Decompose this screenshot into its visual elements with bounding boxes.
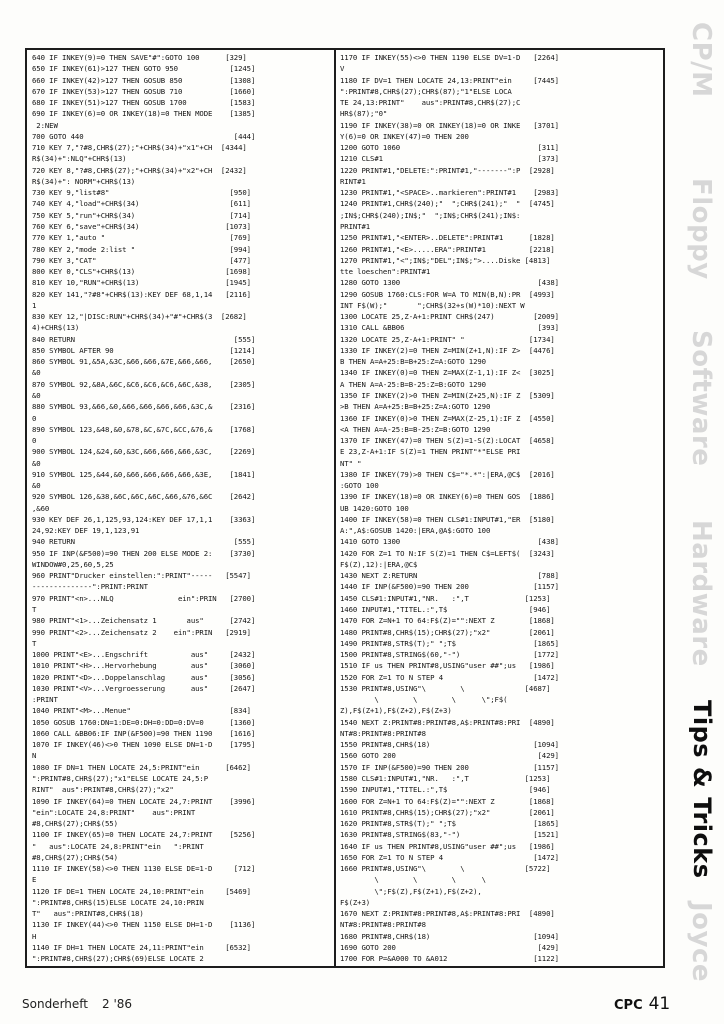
code-line: 1100 IF INKEY(65)=0 THEN LOCATE 24,7:PRINT [5256] (32, 830, 256, 840)
code-line: 790 KEY 3,"CAT" [477] (32, 255, 251, 265)
footer-issue: 2 '86 (102, 997, 133, 1011)
code-line: 1220 PRINT#1,"DELETE:":PRINT#1,"-------":P [2928] (340, 165, 555, 175)
code-line: 1680 PRINT#8,CHR$(18) [1094] (340, 931, 559, 941)
code-line: ":PRINT#8,CHR$(15)ELSE LOCATE 24,10:PRIN (32, 897, 204, 907)
code-line: 1260 PRINT#1,"<E>.....ERA":PRINT#1 [2218] (340, 244, 555, 254)
code-line: &0 (32, 458, 41, 468)
code-line: 1550 PRINT#8,CHR$(18) [1094] (340, 740, 559, 750)
code-line: T" aus":PRINT#8,CHR$(18) (32, 909, 144, 919)
code-line: ":PRINT#8,CHR$(27);CHR$(69)ELSE LOCATE 2 (32, 954, 204, 964)
code-line: 730 KEY 9,"list#8" [950] (32, 188, 251, 198)
code-line: E (32, 875, 37, 885)
code-line: 1140 IF DH=1 THEN LOCATE 24,11:PRINT"ein [6532] (32, 942, 251, 952)
code-line: 1310 CALL &BB06 [393] (340, 323, 559, 333)
code-line: RINT" aus":PRINT#8,CHR$(27);"x2" (32, 785, 174, 795)
code-line: A:",A$:GOSUB 1420:|ERA,@A$:GOTO 100 (340, 526, 491, 536)
code-line: 650 IF INKEY(61)>127 THEN GOTO 950 [1245] (32, 64, 256, 74)
code-line: 1520 FOR Z=1 TO N STEP 4 [1472] (340, 672, 559, 682)
code-line: ":PRINT#8,CHR$(27);"x1"ELSE LOCATE 24,5:P (32, 774, 209, 783)
tab-software: Software (686, 330, 716, 467)
code-line: TE 24,13:PRINT" aus":PRINT#8,CHR$(27);C (340, 98, 521, 108)
code-line: 810 KEY 10,"RUN"+CHR$(13) [1945] (32, 278, 251, 288)
code-line: 690 IF INKEY(6)=0 OR INKEY(18)=0 THEN MODE [1385] (32, 109, 256, 119)
code-line: 1360 IF INKEY(0)>0 THEN Z=MAX(Z-25,1):IF Z [4550] (340, 413, 555, 423)
code-line: R$(34)+": NORM"+CHR$(13) (32, 176, 136, 186)
code-line: 870 SYMBOL 92,&8A,&6C,&C6,&C6,&C6,&6C,&38, [2305] (32, 379, 256, 389)
code-line: 4)+CHR$(13) (32, 323, 80, 333)
code-line: 1110 IF INKEY(58)<>0 THEN 1130 ELSE DE=1-D [712] (32, 864, 256, 874)
code-line: 1070 IF INKEY(46)<>0 THEN 1090 ELSE DN=1-D [1795] (32, 740, 256, 750)
code-line: WINDOW#0,25,60,5,25 (32, 559, 114, 569)
code-line: E 23,Z-A+1:IF S(Z)=1 THEN PRINT"*"ELSE PRI (340, 447, 521, 457)
code-line: 1410 GOTO 1300 [438] (340, 537, 559, 547)
code-line: 1460 INPUT#1,"TITEL.:",T$ [946] (340, 605, 551, 615)
code-line: 900 SYMBOL 124,&24,&0,&3C,&66,&66,&66,&3C, [2269] (32, 447, 256, 457)
code-line: 1530 PRINT#8,USING"\ \ [4687] (340, 683, 551, 693)
code-line: 1660 PRINT#8,USING"\ \ [5722] (340, 864, 551, 874)
code-line: 950 IF INP(&F500)=90 THEN 200 ELSE MODE 2: [3730] (32, 548, 256, 558)
code-line: 1050 GOSUB 1760:DN=1:DE=0:DH=0:DD=0:DV=0 [1360] (32, 717, 256, 727)
code-line: 1430 NEXT Z:RETURN [788] (340, 571, 559, 581)
code-line: 640 IF INKEY(9)=0 THEN SAVE"#":GOTO 100 [329] (32, 53, 247, 62)
code-line: 1380 IF INKEY(79)>0 THEN C$="*.*":|ERA,@C$ [2016] (340, 469, 555, 479)
code-line: T (32, 605, 37, 615)
code-line: 920 SYMBOL 126,&38,&6C,&6C,&6C,&66,&76,&6C [2642] (32, 492, 256, 502)
code-line: 2:NEW (32, 120, 58, 130)
code-line: 960 PRINT"Drucker einstellen:":PRINT"----- [5547] (32, 571, 251, 581)
code-line: 1650 FOR Z=1 TO N STEP 4 [1472] (340, 852, 559, 862)
code-line: INT F$(W);" ";CHR$(32+s(W)*10):NEXT W (340, 300, 525, 310)
code-line: #8,CHR$(27);CHR$(55) (32, 819, 118, 829)
code-line: 1440 IF INP(&F500)=90 THEN 200 [1157] (340, 582, 559, 592)
code-line: 1350 IF INKEY(2)>0 THEN Z=MIN(Z+25,N):IF Z [5309] (340, 390, 555, 400)
code-line: 850 SYMBOL AFTER 90 [1214] (32, 345, 256, 355)
code-line: A THEN A=A-25:B=B-25:Z=B:GOTO 1290 (340, 379, 486, 389)
code-line: 1 (32, 300, 37, 310)
tab-hardware: Hardware (686, 520, 716, 667)
code-line: <A THEN A=A-25:B=B-25:Z=B:GOTO 1290 (340, 424, 491, 434)
code-line: F$(Z),12):|ERA,@C$ (340, 559, 418, 569)
footer-magazine: CPC (614, 998, 643, 1013)
code-line: 680 IF INKEY(51)>127 THEN GOSUB 1700 [1583] (32, 98, 256, 108)
code-line: 1230 PRINT#1,"<SPACE>..markieren":PRINT#1 [2983] (340, 188, 559, 198)
code-line: 860 SYMBOL 91,&5A,&3C,&66,&66,&7E,&66,&66, [2650] (32, 357, 256, 367)
code-line: 1420 FOR Z=1 TO N:IF S(Z)=1 THEN C$=LEFT$( [3243] (340, 548, 555, 558)
code-line: 910 SYMBOL 125,&44,&0,&66,&66,&66,&66,&3E, [1841] (32, 469, 256, 479)
code-line: PRINT#1 (340, 221, 371, 231)
code-line: \";F$(Z),F$(Z+1),F$(Z+2), (340, 886, 482, 896)
code-line: 1320 LOCATE 25,Z-A+1:PRINT" " [1734] (340, 334, 555, 344)
code-line: :PRINT (32, 695, 58, 705)
code-line: 940 RETURN [555] (32, 537, 256, 547)
code-line: 750 KEY 5,"run"+CHR$(34) [714] (32, 210, 251, 220)
code-line: 970 PRINT"<n>...NLQ ein":PRIN [2700] (32, 593, 256, 603)
tab-cpm: CP/M (686, 22, 716, 98)
page-number: 41 (648, 994, 671, 1014)
code-line: 820 KEY 141,"?#8"+CHR$(13):KEY DEF 68,1,14 [2116] (32, 289, 251, 299)
code-line: 1330 IF INKEY(2)=0 THEN Z=MIN(Z+1,N):IF Z> [4476] (340, 345, 555, 355)
code-line: 710 KEY 7,"?#8,CHR$(27);"+CHR$(34)+"x1"+CH [4344] (32, 143, 247, 153)
code-line: 1370 IF INKEY(47)=0 THEN S(Z)=1-S(Z):LOCAT [4658] (340, 436, 555, 446)
code-line: tte loeschen":PRINT#1 (340, 267, 431, 277)
code-line: 1450 CLS#1:INPUT#1,"NR. :",T [1253] (340, 593, 551, 603)
code-line: 1130 IF INKEY(44)<>0 THEN 1150 ELSE DH=1-D [1136] (32, 920, 256, 930)
code-line: 1240 PRINT#1,CHR$(240);" ";CHR$(241);" " [4745] (340, 199, 555, 209)
code-line: &0 (32, 390, 41, 400)
code-line: B THEN A=A+25:B=B+25:Z=A:GOTO 1290 (340, 357, 486, 367)
code-line: 1040 PRINT"<M>...Menue" [834] (32, 706, 251, 716)
code-line: 660 IF INKEY(42)>127 THEN GOSUB 850 [1308] (32, 75, 256, 85)
code-line: >B THEN A=A+25:B=B+25:Z=A:GOTO 1290 (340, 402, 491, 412)
section-tabs (668, 0, 724, 1024)
code-line: 1500 PRINT#8,STRING$(60,"-") [1772] (340, 650, 559, 660)
code-line: 1170 IF INKEY(55)<>0 THEN 1190 ELSE DV=1-D [2264] (340, 53, 559, 62)
code-line: 1670 NEXT Z:PRINT#8:PRINT#8,A$:PRINT#8:PRI [4890] (340, 909, 555, 919)
code-line: " aus":LOCATE 24,8:PRINT"ein ":PRINT (32, 841, 204, 851)
listing-column-right (340, 52, 662, 964)
code-line: F$(Z+3) (340, 897, 371, 907)
code-line: 1540 NEXT Z:PRINT#8:PRINT#8,A$:PRINT#8:PRI [4890] (340, 717, 555, 727)
code-line: 1560 GOTO 200 [429] (340, 751, 559, 761)
code-line: 1080 IF DN=1 THEN LOCATE 24,5:PRINT"ein [6462] (32, 762, 251, 772)
code-line: \ \ \ \ (340, 875, 486, 885)
code-line: 1030 PRINT"<V>...Vergroesserung aus" [2647] (32, 683, 256, 693)
code-line: 1060 CALL &BB06:IF INP(&F500)=90 THEN 1190 [1616] (32, 728, 256, 738)
code-line: 1020 PRINT"<D>...Doppelanschlag aus" [3056] (32, 672, 256, 682)
code-line: 1700 FOR P=&A000 TO &A012 [1122] (340, 954, 559, 964)
code-line: V (340, 64, 345, 74)
code-line: 1640 IF us THEN PRINT#8,USING"user ##";us [1986] (340, 841, 555, 851)
code-line: H (32, 931, 37, 941)
code-line: 980 PRINT"<1>...Zeichensatz 1 aus" [2742] (32, 616, 256, 626)
code-line: 1600 FOR Z=N+1 TO 64:F$(Z)="":NEXT Z [1868] (340, 796, 555, 806)
code-line: HR$(87);"0" (340, 109, 388, 119)
code-line: 1290 GOSUB 1760:CLS:FOR W=A TO MIN(B,N):PR [4993] (340, 289, 555, 299)
column-divider (334, 48, 336, 968)
code-line: NT" " (340, 458, 362, 468)
code-line: 770 KEY 1,"auto " [769] (32, 233, 251, 243)
code-line: 800 KEY 0,"CLS"+CHR$(13) [1698] (32, 267, 251, 277)
code-line: 1490 PRINT#8,STR$(T);" ";T$ [1865] (340, 638, 559, 648)
code-line: 1120 IF DE=1 THEN LOCATE 24,10:PRINT"ein [5469] (32, 886, 251, 896)
code-line: 1190 IF INKEY(38)=0 OR INKEY(18)=0 OR INKE [3701] (340, 120, 559, 130)
footer-edition (22, 997, 132, 1011)
code-line: Y(6)=0 OR INKEY(47)=0 THEN 200 (340, 131, 469, 141)
code-line: :GOTO 100 (340, 481, 379, 491)
code-line: ,&60 (32, 503, 50, 513)
code-line: 1180 IF DV=1 THEN LOCATE 24,13:PRINT"ein [7445] (340, 75, 559, 85)
code-line: NT#8:PRINT#8:PRINT#8 (340, 920, 426, 930)
code-line: ;IN$;CHR$(240);IN$;" ";IN$;CHR$(241);IN$: (340, 210, 521, 220)
code-line: 1510 IF us THEN PRINT#8,USING"user ##";us [1986] (340, 661, 555, 671)
code-line: 830 KEY 12,"|DISC:RUN"+CHR$(34)+"#"+CHR$(3 [2682] (32, 312, 247, 322)
code-line: 24,92:KEY DEF 19,1,123,91 (32, 526, 140, 536)
code-line: T (32, 638, 37, 648)
code-line: 720 KEY 8,"?#8,CHR$(27);"+CHR$(34)+"x2"+CH [2432] (32, 165, 247, 175)
code-line: 1200 GOTO 1060 [311] (340, 143, 559, 153)
code-line: --------------":PRINT:PRINT (32, 582, 148, 592)
code-line: 0 (32, 436, 37, 446)
code-line: &0 (32, 481, 41, 491)
code-line: 1390 IF INKEY(18)=0 OR INKEY(6)=0 THEN GOS [1886] (340, 492, 555, 502)
code-line: 760 KEY 6,"save"+CHR$(34) [1073] (32, 221, 251, 231)
listing-column-left (32, 52, 332, 964)
code-line: 1400 IF INKEY(58)=0 THEN CLS#1:INPUT#1,"ER [5180] (340, 514, 555, 524)
code-line: 740 KEY 4,"load"+CHR$(34) [611] (32, 199, 251, 209)
code-line: R$(34)+":NLQ"+CHR$(13) (32, 154, 127, 164)
code-line: 1470 FOR Z=N+1 TO 64:F$(Z)="":NEXT Z [1868] (340, 616, 555, 626)
tab-joyce: Joyce (686, 902, 716, 983)
code-line: RINT#1 (340, 176, 366, 186)
code-line: NT#8:PRINT#8:PRINT#8 (340, 728, 426, 738)
code-line: 1630 PRINT#8,STRING$(83,"-") [1521] (340, 830, 559, 840)
code-line: "ein":LOCATE 24,8:PRINT" aus":PRINT (32, 807, 196, 817)
code-line: 700 GOTO 440 [444] (32, 131, 256, 141)
code-line: 1480 PRINT#8,CHR$(15);CHR$(27);"x2" [2061] (340, 627, 555, 637)
code-line: 890 SYMBOL 123,&48,&0,&78,&C,&7C,&CC,&76,& [1768] (32, 424, 256, 434)
code-line: 930 KEY DEF 26,1,125,93,124:KEY DEF 17,1,1 [3363] (32, 514, 256, 524)
footer-publication: Sonderheft (22, 997, 88, 1011)
code-line: 1580 CLS#1:INPUT#1,"NR. :",T [1253] (340, 774, 551, 783)
footer-page-info (614, 994, 670, 1014)
code-line: 1620 PRINT#8,STR$(T);" ";T$ [1865] (340, 819, 559, 829)
code-line: UB 1420:GOTO 100 (340, 503, 409, 513)
code-line: 0 (32, 413, 37, 423)
code-line: &0 (32, 368, 41, 378)
code-line: 880 SYMBOL 93,&66,&0,&66,&66,&66,&66,&3C,& [2316] (32, 402, 256, 412)
tab-floppy: Floppy (686, 178, 716, 280)
code-line: 1340 IF INKEY(0)=0 THEN Z=MAX(Z-1,1):IF Z< [3025] (340, 368, 555, 378)
code-line: 990 PRINT"<2>...Zeichensatz 2 ein":PRIN [2919] (32, 627, 251, 637)
code-line: \ \ \ \";F$( (340, 695, 508, 705)
code-line: 1090 IF INKEY(64)=0 THEN LOCATE 24,7:PRINT [3996] (32, 796, 256, 806)
code-line: 780 KEY 2,"mode 2:list " [994] (32, 244, 251, 254)
code-line: 670 IF INKEY(53)>127 THEN GOSUB 710 [1660] (32, 86, 256, 96)
code-line: 1010 PRINT"<H>...Hervorhebung aus" [3060] (32, 661, 256, 671)
code-line: 840 RETURN [555] (32, 334, 256, 344)
code-line: Z),F$(Z+1),F$(Z+2),F$(Z+3) (340, 706, 452, 716)
code-line: 1690 GOTO 200 [429] (340, 942, 559, 952)
code-line: 1280 GOTO 1300 [438] (340, 278, 559, 288)
code-line: 1570 IF INP(&F500)=90 THEN 200 [1157] (340, 762, 559, 772)
code-line: N (32, 751, 37, 761)
code-line: 1610 PRINT#8,CHR$(15);CHR$(27);"x2" [2061] (340, 807, 555, 817)
code-line: ":PRINT#8,CHR$(27);CHR$(87);"1"ELSE LOCA (340, 86, 512, 96)
code-line: 1250 PRINT#1,"<ENTER>..DELETE":PRINT#1 [1828] (340, 233, 555, 243)
code-line: 1270 PRINT#1,"<";IN$;"DEL";IN$;">....Diske [4813] (340, 255, 551, 265)
code-line: 1210 CLS#1 [373] (340, 154, 559, 164)
code-line: #8,CHR$(27);CHR$(54) (32, 852, 118, 862)
tab-tips-and-tricks: Tips & Tricks (688, 700, 716, 879)
code-line: 1000 PRINT"<E>...Engschrift aus" [2432] (32, 650, 256, 660)
code-line: 1300 LOCATE 25,Z-A+1:PRINT CHR$(247) [2009] (340, 312, 559, 322)
code-line: 1590 INPUT#1,"TITEL.:",T$ [946] (340, 785, 551, 795)
